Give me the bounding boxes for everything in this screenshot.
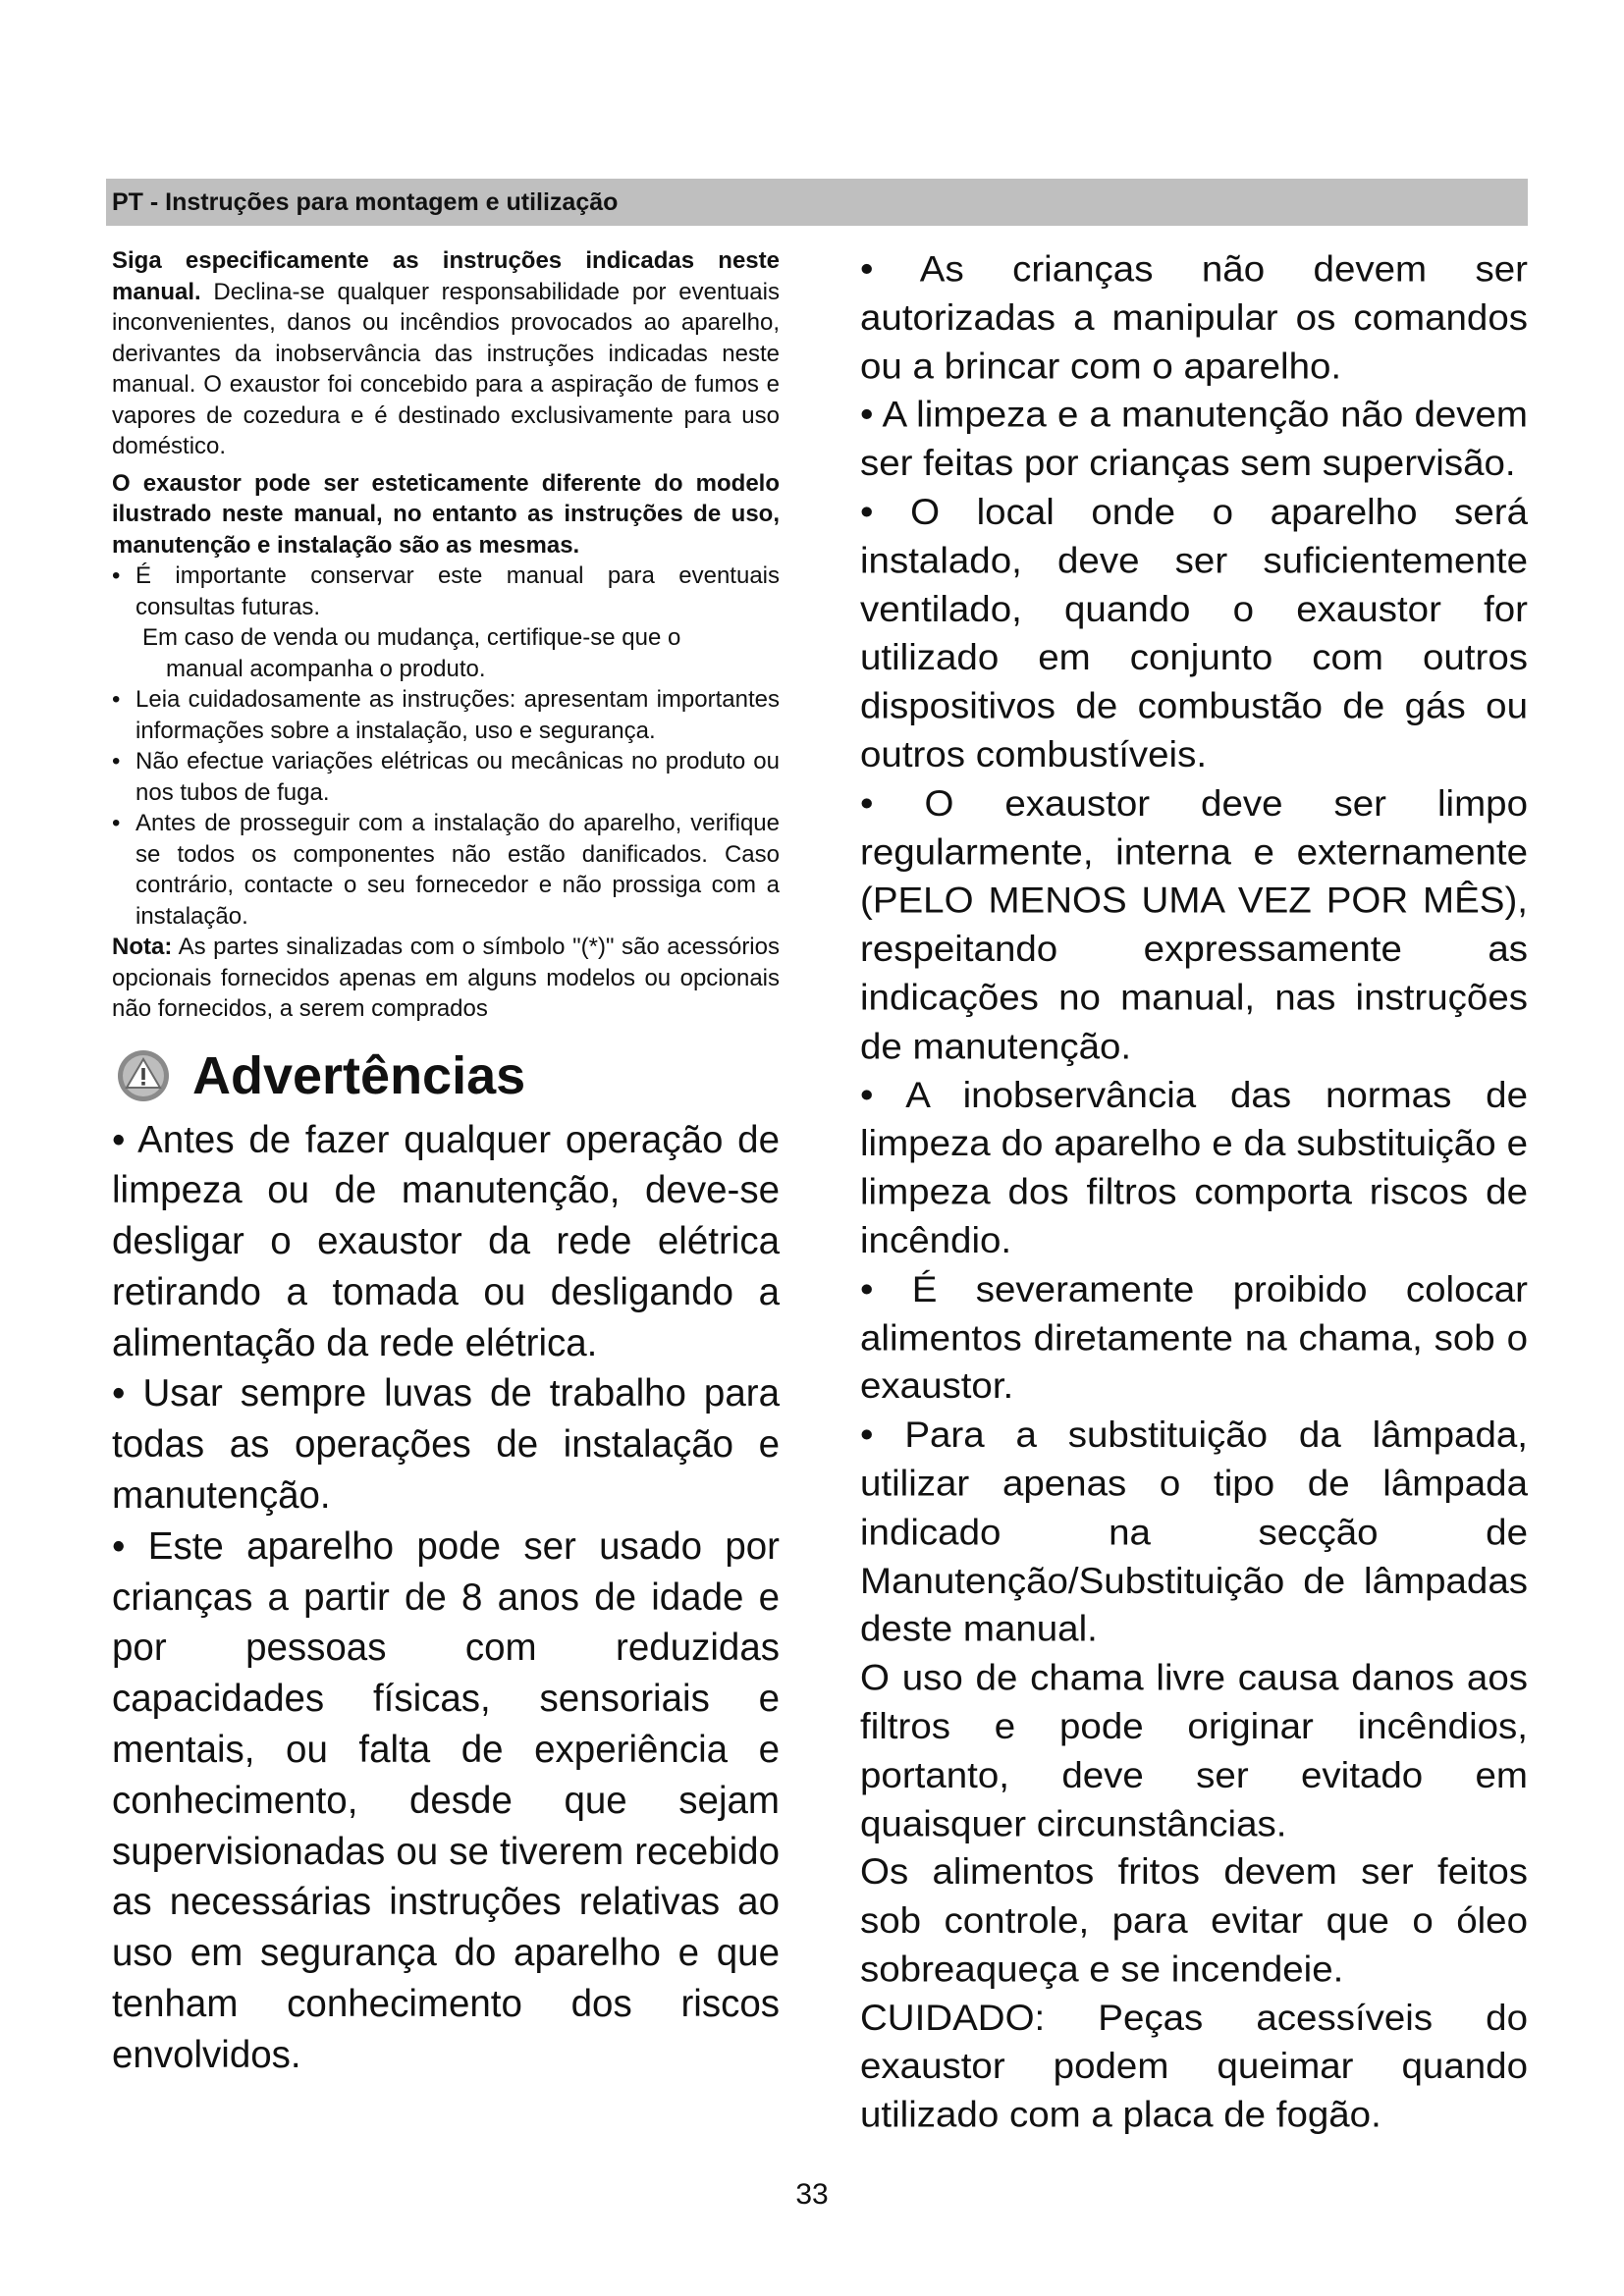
right-column — [860, 245, 1528, 2140]
model-note: O exaustor pode ser esteticamente diferente do modelo ilustrado neste manual, no entanto as instruções de uso, manutenção e instalação são as mesmas. — [112, 469, 780, 559]
intro-bullet: • Não efectue variações elétricas ou mecânicas no produto ou nos tubos de fuga. — [112, 748, 780, 806]
intro-bullet: • Antes de prosseguir com a instalação do aparelho, verifique se todos os componentes não estão danificados. Caso contrário, contacte o seu fornecedor e não prossiga com a instalação. — [112, 810, 780, 930]
intro-bold: Siga especificamente as instruções indicadas neste manual. — [112, 247, 780, 305]
warnings-heading — [112, 1044, 780, 1107]
warning-item: • É severamente proibido colocar alimentos diretamente na chama, sob o exaustor. — [860, 1269, 1528, 1408]
intro-indented-line: Em caso de venda ou mudança, certifique-se que o manual acompanha o produto. — [142, 624, 681, 682]
warning-item: • Antes de fazer qualquer operação de limpeza ou de manutenção, deve-se desligar o exaustor da rede elétrica retirando a tomada ou desligando a alimentação da rede elétrica. — [112, 1118, 780, 1364]
left-column — [112, 245, 780, 2081]
intro-text: Declina-se qualquer responsabilidade por eventuais inconvenientes, danos ou incêndios provocados ao aparelho, derivantes da inobservância das instruções indicadas neste manual. O exaustor foi concebido para a aspiração de fumos e vapores de cozedura e é destinado exclusivamente para uso doméstico. — [112, 278, 780, 459]
intro-block — [112, 245, 780, 1025]
warning-item: • A inobservância das normas de limpeza do aparelho e da substituição e limpeza dos filtros comporta riscos de incêndio. — [860, 1075, 1528, 1261]
warning-item: CUIDADO: Peças acessíveis do exaustor podem queimar quando utilizado com a placa de fogão. — [860, 1998, 1528, 2136]
warning-item: • A limpeza e a manutenção não devem ser feitas por crianças sem supervisão. — [860, 395, 1528, 484]
warning-item: • O exaustor deve ser limpo regularmente, interna e externamente (PELO MENOS UMA VEZ POR MÊS), respeitando expressamente as indicações no manual, nas instruções de manutenção. — [860, 783, 1528, 1067]
intro-bullet: • Leia cuidadosamente as instruções: apresentam importantes informações sobre a instalação, uso e segurança. — [112, 686, 780, 744]
section-title: PT - Instruções para montagem e utilização — [112, 188, 619, 216]
warning-item: • O local onde o aparelho será instalado, deve ser suficientemente ventilado, quando o exaustor for utilizado em conjunto com outros dispositivos de combustão de gás ou outros combustíveis. — [860, 492, 1528, 775]
warning-item: Os alimentos fritos devem ser feitos sob controle, para evitar que o óleo sobreaqueça e se incendeie. — [860, 1851, 1528, 1991]
nota-label: Nota: — [112, 934, 173, 960]
intro-bullet: • É importante conservar este manual para eventuais consultas futuras. — [112, 562, 780, 620]
nota-paragraph: Nota: As partes sinalizadas com o símbolo "(*)" são acessórios opcionais fornecidos apenas em alguns modelos ou opcionais não fornecidos, a serem comprados — [112, 934, 780, 1022]
warnings-left — [112, 1115, 780, 2081]
intro-paragraph — [112, 245, 780, 462]
page-number: 33 — [795, 2178, 829, 2211]
warning-item: O uso de chama livre causa danos aos filtros e pode originar incêndios, portanto, deve ser evitado em quaisquer circunstâncias. — [860, 1658, 1528, 1844]
warning-icon — [116, 1048, 171, 1103]
warning-item: • Para a substituição da lâmpada, utilizar apenas o tipo de lâmpada indicado na secção de Manutenção/Substituição de lâmpadas deste manual. — [860, 1415, 1528, 1650]
warning-item: • As crianças não devem ser autorizadas a manipular os comandos ou a brincar com o aparelho. — [860, 248, 1528, 387]
section-header — [106, 179, 1528, 226]
warning-item: • Usar sempre luvas de trabalho para todas as operações de instalação e manutenção. — [112, 1372, 780, 1518]
warning-item: • Este aparelho pode ser usado por crianças a partir de 8 anos de idade e por pessoas com reduzidas capacidades físicas, sensoriais e mentais, ou falta de experiência e conhecimento, desde que sejam supervisionadas ou se tiverem recebido as necessárias instruções relativas ao uso em segurança do aparelho e que tenham conhecimento dos riscos envolvidos. — [112, 1524, 780, 2076]
warnings-title: Advertências — [192, 1045, 526, 1105]
